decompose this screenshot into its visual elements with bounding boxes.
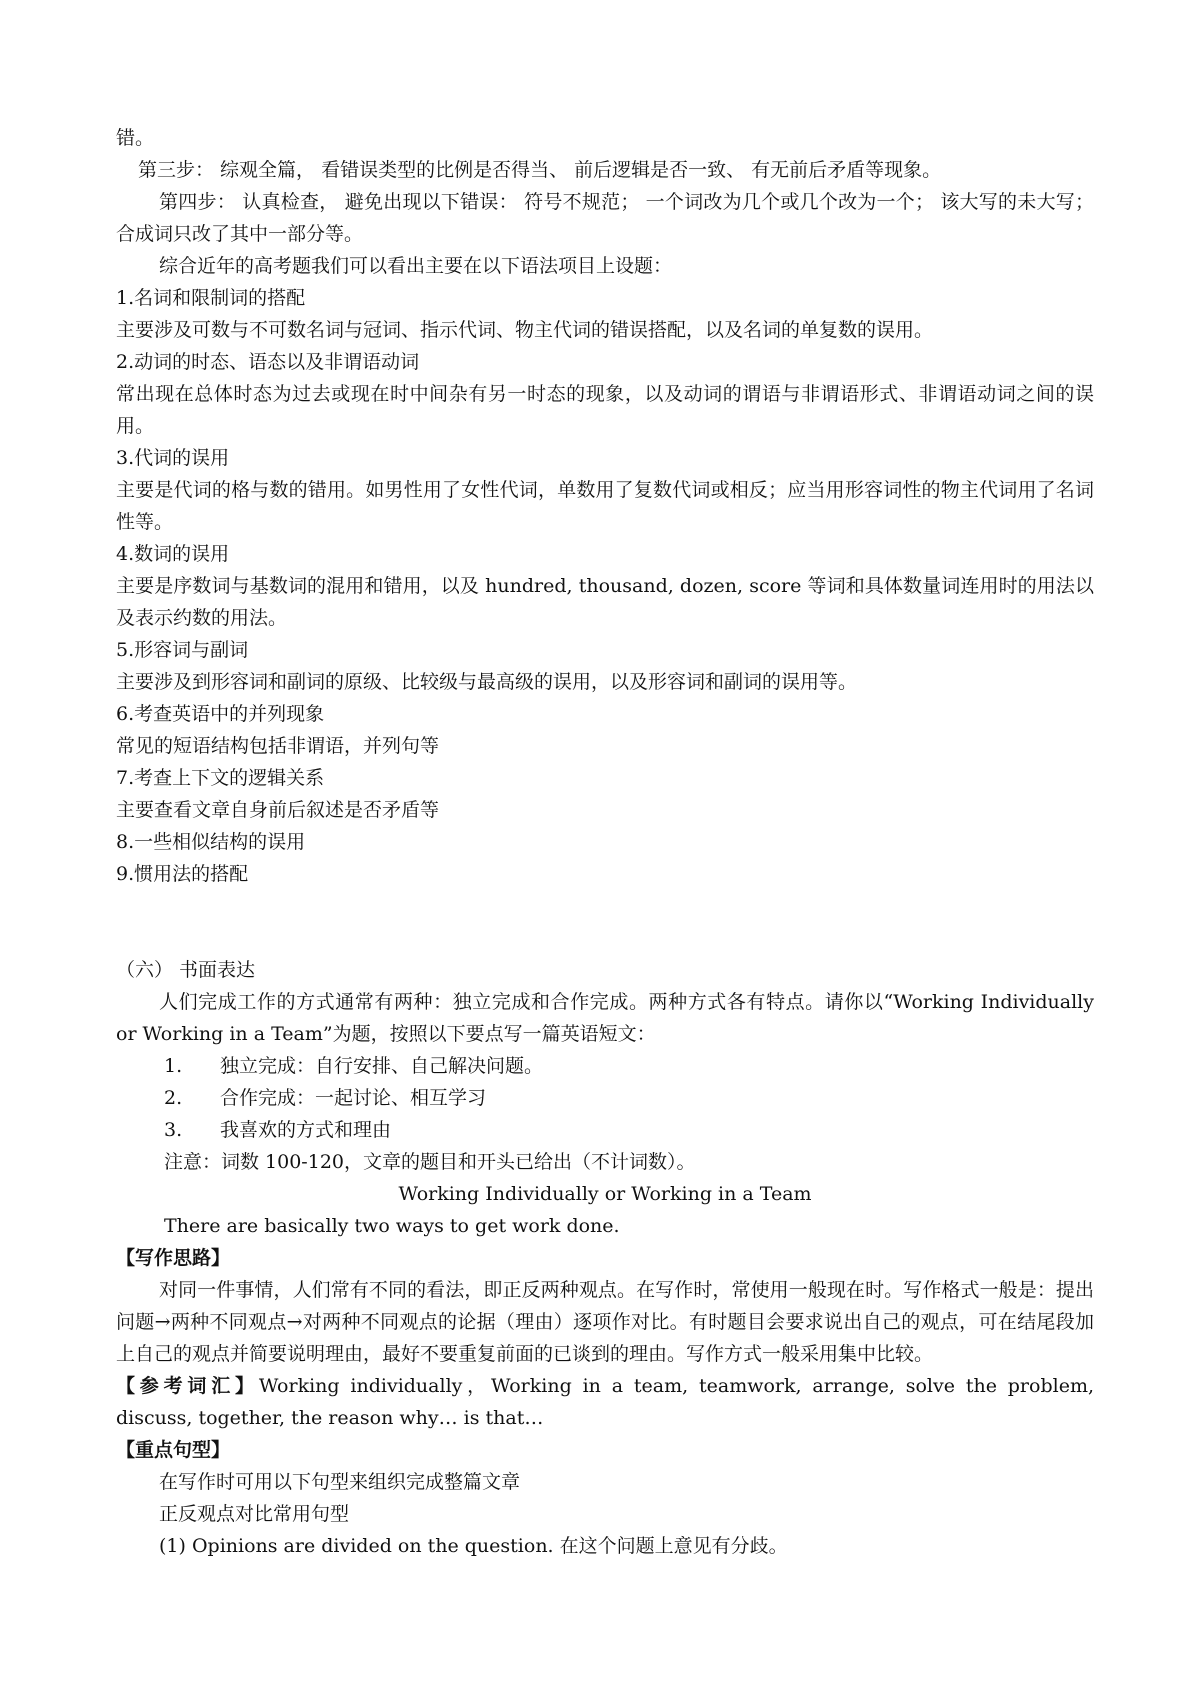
item-number: 2. (164, 1087, 183, 1109)
vocab-paragraph (116, 1370, 1094, 1434)
essay-title: Working Individually or Working in a Team (398, 1183, 812, 1205)
grammar-list (116, 282, 1094, 890)
list-item-title: 4.数词的误用 (116, 543, 230, 565)
list-item-desc: 主要是代词的格与数的错用。如男性用了女性代词，单数用了复数代词或相反；应当用形容词性的物主代词用了名词性等。 (116, 479, 1094, 533)
list-item-desc: 主要涉及到形容词和副词的原级、比较级与最高级的误用，以及形容词和副词的误用等。 (116, 671, 858, 693)
list-item-title: 1.名词和限制词的搭配 (116, 287, 306, 309)
list-item-title: 9.惯用法的搭配 (116, 863, 249, 885)
list-item-title: 6.考查英语中的并列现象 (116, 703, 325, 725)
vocab-body: Working individually，Working in a team, teamwork, arrange, solve the problem, discuss, together, the reason why… is that… (116, 1375, 1094, 1429)
item-text: 我喜欢的方式和理由 (220, 1119, 392, 1141)
list-item-title: 5.形容词与副词 (116, 639, 249, 661)
essay-opening: There are basically two ways to get work done. (164, 1215, 620, 1237)
list-item-desc: 主要是序数词与基数词的混用和错用，以及 hundred, thousand, dozen, score 等词和具体数量词连用时的用法以及表示约数的用法。 (116, 575, 1094, 629)
step-four: 第四步： 认真检查， 避免出现以下错误： 符号不规范； 一个词改为几个或几个改为一个； 该大写的未大写； 合成词只改了其中一部分等。 (116, 191, 1094, 245)
list-item-title: 8.一些相似结构的误用 (116, 831, 306, 853)
item-text: 独立完成：自行安排、自己解决问题。 (220, 1055, 544, 1077)
list-item-desc: 常见的短语结构包括非谓语，并列句等 (116, 735, 440, 757)
writing-prompt: 人们完成工作的方式通常有两种：独立完成和合作完成。两种方式各有特点。请你以“Working Individually or Working in a Team”为题，按照以下要点写一篇英语短文： (116, 991, 1094, 1045)
item-text: 合作完成：一起讨论、相互学习 (220, 1087, 487, 1109)
requirement-list (116, 1050, 1094, 1146)
paragraph-fragment: 错。 (116, 127, 155, 149)
section-heading: （六） 书面表达 (116, 959, 256, 981)
example-sentence: (1) Opinions are divided on the question. 在这个问题上意见有分歧。 (159, 1535, 788, 1557)
list-item (116, 1082, 1094, 1114)
list-item-title: 3.代词的误用 (116, 447, 230, 469)
document-page (116, 122, 1094, 1562)
list-item-title: 2.动词的时态、语态以及非谓语动词 (116, 351, 420, 373)
thinking-heading: 【写作思路】 (116, 1247, 231, 1269)
list-item-desc: 主要涉及可数与不可数名词与冠词、指示代词、物主代词的错误搭配，以及名词的单复数的误用。 (116, 319, 934, 341)
intro-line: 综合近年的高考题我们可以看出主要在以下语法项目上设题： (159, 255, 673, 277)
patterns-line: 正反观点对比常用句型 (159, 1503, 350, 1525)
patterns-heading: 【重点句型】 (116, 1439, 231, 1461)
step-three: 第三步： 综观全篇， 看错误类型的比例是否得当、 前后逻辑是否一致、 有无前后矛盾等现象。 (138, 159, 942, 181)
list-item-desc: 常出现在总体时态为过去或现在时中间杂有另一时态的现象，以及动词的谓语与非谓语形式、非谓语动词之间的误用。 (116, 383, 1094, 437)
list-item (116, 1050, 1094, 1082)
patterns-line: 在写作时可用以下句型来组织完成整篇文章 (159, 1471, 521, 1493)
list-item-desc: 主要查看文章自身前后叙述是否矛盾等 (116, 799, 440, 821)
section-gap (116, 890, 1094, 954)
item-number: 3. (164, 1119, 183, 1141)
item-number: 1. (164, 1055, 183, 1077)
list-item-title: 7.考查上下文的逻辑关系 (116, 767, 325, 789)
thinking-body: 对同一件事情，人们常有不同的看法，即正反两种观点。在写作时，常使用一般现在时。写作格式一般是：提出问题→两种不同观点→对两种不同观点的论据（理由）逐项作对比。有时题目会要求说出自己的观点，可在结尾段加上自己的观点并简要说明理由，最好不要重复前面的已谈到的理由。写作方式一般采用集中比较。 (116, 1279, 1094, 1365)
word-count-note: 注意：词数 100-120，文章的题目和开头已给出（不计词数）。 (164, 1151, 696, 1173)
list-item (116, 1114, 1094, 1146)
vocab-heading: 【参考词汇】 (116, 1375, 259, 1397)
